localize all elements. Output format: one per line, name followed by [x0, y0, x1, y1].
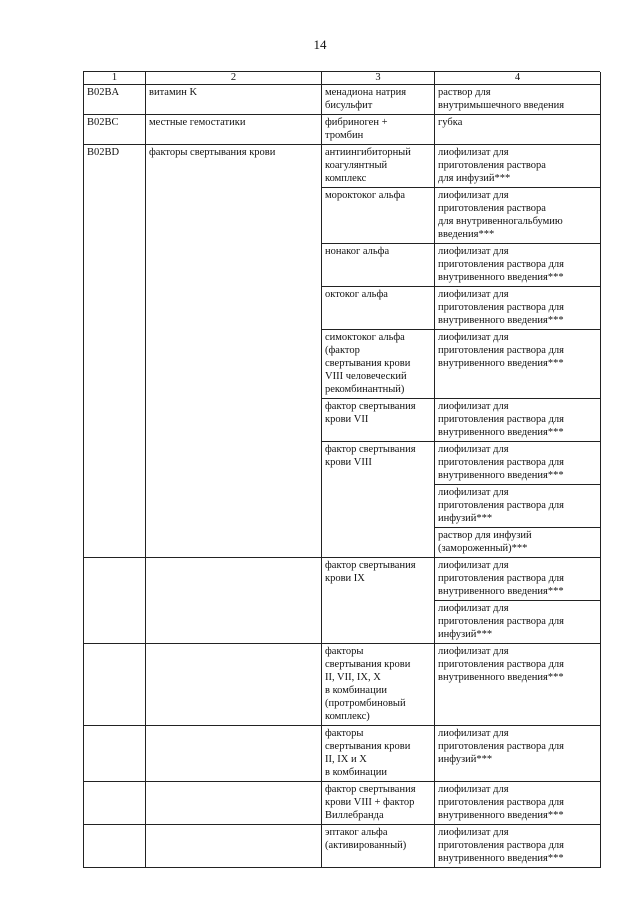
table-row	[322, 399, 601, 442]
form-entry: лиофилизат для приготовления раствора для внутривенного введения***	[438, 784, 564, 821]
atc-code-cell: B02BD	[87, 147, 120, 158]
table-row	[83, 825, 600, 868]
table-row	[83, 644, 600, 726]
forms-cell	[435, 85, 601, 115]
group-span	[146, 145, 322, 558]
header-cell: 3	[322, 72, 435, 85]
form-entry: лиофилизат для приготовления раствора для инфузий***	[438, 603, 564, 640]
atc-code-cell	[84, 558, 146, 644]
drug-cell: антиингибиторный коагулянтный комплекс	[322, 145, 435, 188]
drug-cell: факторы свертывания крови II, IX и X в комбинации	[322, 726, 435, 782]
table-row	[83, 558, 600, 644]
header-cell: 1	[84, 72, 146, 85]
forms-cell	[435, 782, 601, 825]
group-cell: витамин K	[146, 85, 322, 115]
group-cell	[146, 825, 322, 868]
forms-cell	[435, 644, 601, 726]
forms-cell	[435, 442, 601, 558]
form-entry: раствор для инфузий (замороженный)***	[438, 530, 532, 554]
group-cell	[146, 726, 322, 782]
form-entry: лиофилизат для приготовления раствора для внутривенного введения***	[435, 330, 601, 399]
header-cell: 2	[146, 72, 322, 85]
form-entry: лиофилизат для приготовления раствора для внутривенного введения***	[435, 399, 601, 442]
atc-code-cell	[84, 726, 146, 782]
group-cell: местные гемостатики	[146, 115, 322, 145]
drug-cell: фактор свертывания крови VIII	[322, 442, 435, 558]
form-entry: лиофилизат для приготовления раствора для внутривенного введения***	[435, 558, 600, 601]
drug-cell: фибриноген + тромбин	[322, 115, 435, 145]
page-number: 14	[313, 37, 327, 52]
atc-code-cell	[84, 825, 146, 868]
group-cell	[146, 558, 322, 644]
atc-code-cell: B02BC	[84, 115, 146, 145]
table-row	[322, 188, 601, 244]
form-entry: лиофилизат для приготовления раствора для инфузий***	[438, 728, 564, 765]
forms-cell	[435, 115, 601, 145]
group-cell	[146, 644, 322, 726]
form-entry: лиофилизат для приготовления раствора для внутривенногальбумию введения***	[435, 188, 601, 244]
form-entry: лиофилизат для приготовления раствора для внутривенного введения***	[438, 827, 564, 864]
drug-cell: мороктоког альфа	[322, 188, 435, 244]
form-entry: лиофилизат для приготовления раствора для внутривенного введения***	[435, 244, 601, 287]
drug-cell: фактор свертывания крови VIII + фактор Виллебранда	[322, 782, 435, 825]
form-entry: лиофилизат для приготовления раствора для инфузий***	[435, 145, 601, 188]
table-header-row	[83, 71, 600, 85]
drug-cell: факторы свертывания крови II, VII, IX, X в комбинации (протромбиновый комплекс)	[322, 644, 435, 726]
table-row	[322, 244, 601, 287]
table-row	[322, 287, 601, 330]
atc-code-cell: B02BA	[84, 85, 146, 115]
drug-cell: фактор свертывания крови VII	[322, 399, 435, 442]
table-row	[83, 782, 600, 825]
b02bd-block	[83, 145, 600, 558]
atc-code-cell	[84, 782, 146, 825]
table-row	[322, 330, 601, 399]
drug-cell: менадиона натрия бисульфит	[322, 85, 435, 115]
table-row	[83, 726, 600, 782]
group-cell: факторы свертывания крови	[149, 147, 276, 158]
forms-cell	[435, 558, 601, 644]
group-cell	[146, 782, 322, 825]
drug-table	[83, 71, 600, 868]
form-entry: лиофилизат для приготовления раствора для внутривенного введения***	[435, 442, 600, 485]
table-row	[83, 115, 600, 145]
form-entry: лиофилизат для приготовления раствора для внутривенного введения***	[435, 287, 601, 330]
drug-cell: симоктоког альфа (фактор свертывания крови VIII человеческий рекомбинантный)	[322, 330, 435, 399]
atc-code-cell	[84, 644, 146, 726]
forms-cell	[435, 726, 601, 782]
forms-cell	[435, 825, 601, 868]
drug-cell: октоког альфа	[322, 287, 435, 330]
subrows	[322, 145, 601, 558]
table-row	[83, 85, 600, 115]
form-entry: раствор для внутримышечного введения	[438, 87, 565, 111]
drug-cell: фактор свертывания крови IX	[322, 558, 435, 644]
atc-code-span	[84, 145, 146, 558]
header-cell: 4	[435, 72, 601, 85]
form-entry: лиофилизат для приготовления раствора для внутривенного введения***	[438, 646, 564, 683]
table-row	[322, 145, 601, 188]
form-entry: губка	[438, 117, 463, 128]
form-entry: лиофилизат для приготовления раствора для инфузий***	[435, 485, 600, 528]
drug-cell: нонаког альфа	[322, 244, 435, 287]
drug-cell: эптаког альфа (активированный)	[322, 825, 435, 868]
table-row	[322, 442, 601, 558]
